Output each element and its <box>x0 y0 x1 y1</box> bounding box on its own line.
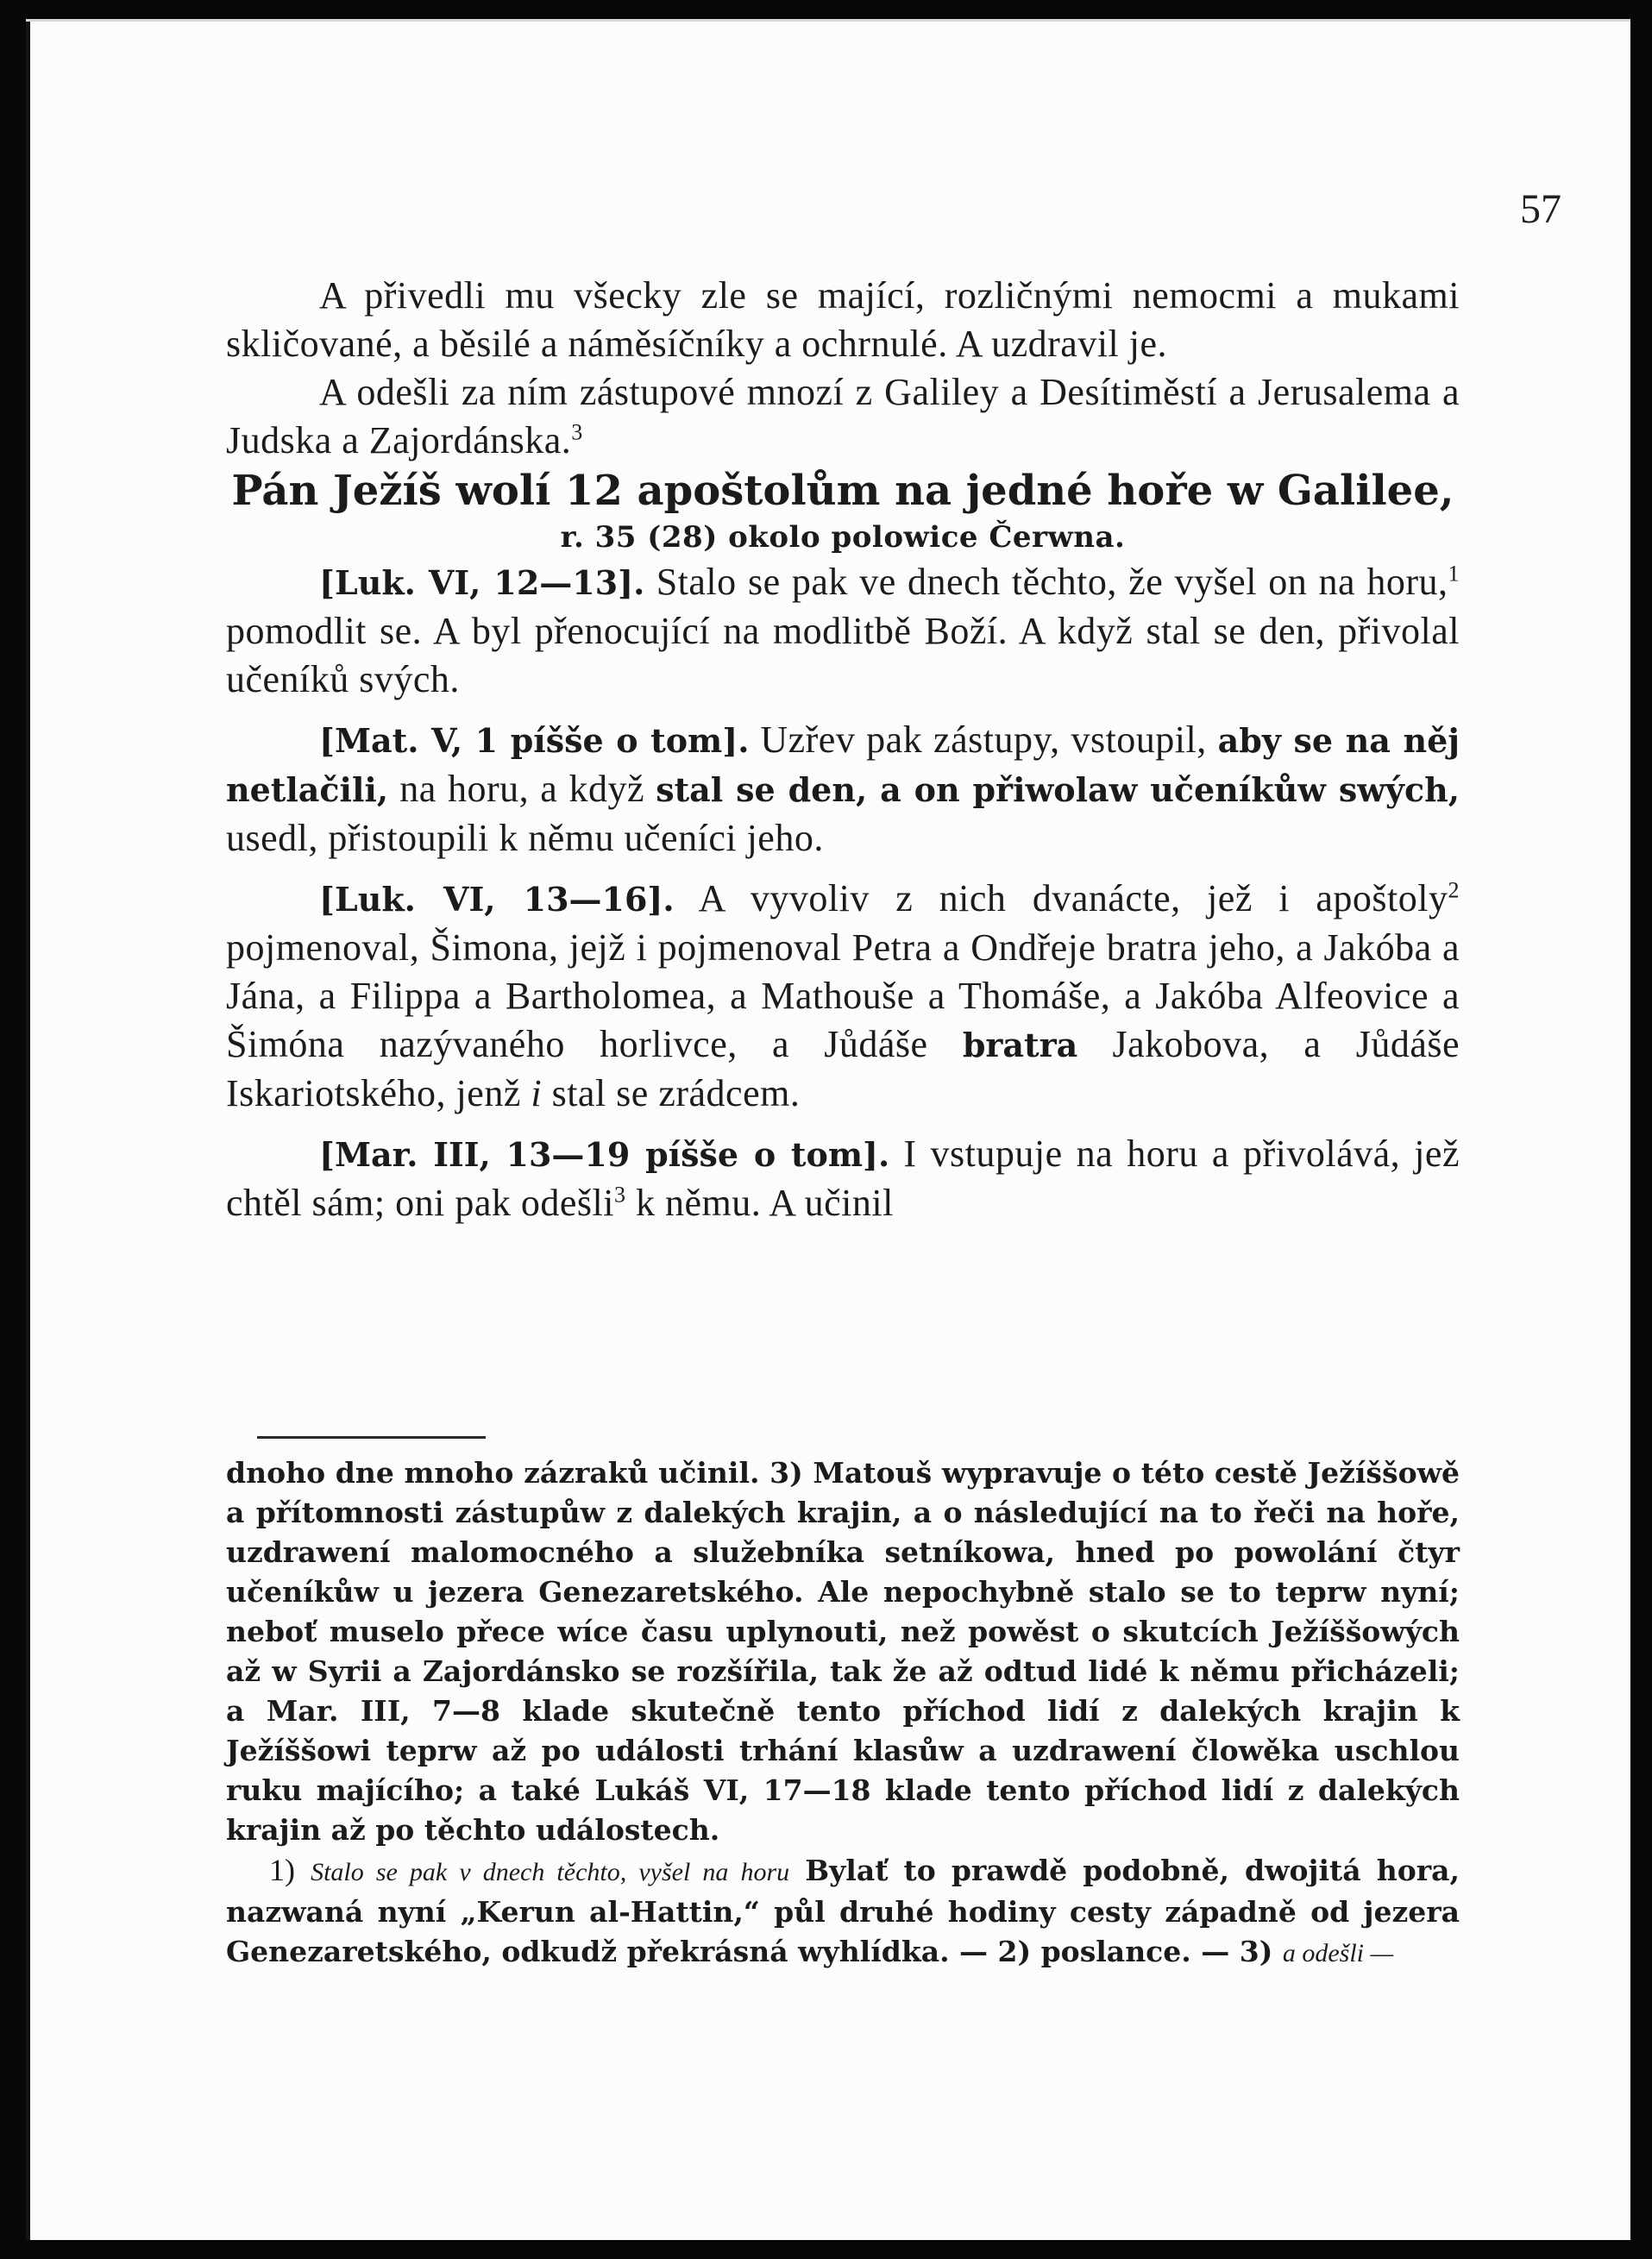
paragraph-luke-6-13: [Luk. VI, 13—16]. A vyvoliv z nich dvanácte, jež i apoštoly$^2$ pojmenoval, Šimona, jejž i pojmenoval Petra a Ondřeje bratra jeho, a Jakóba a Jána, a Filippa a Bartholomea, a Mathouše a Thomáše, a Jakóba Alfeovice a Šimóna nazývaného horlivce, a Jůdáše bratra Jakobova, a Jůdáše Iskariotského, jenž i stal se zrádcem. <box>226 877 1460 1114</box>
paragraph-matthew-5-1: [Mat. V, 1 píšše o tom]. Uzřev pak zástupy, vstoupil, aby se na něj netlačili, na horu, a když stal se den, a on přiwolaw učeníkůw swých, usedl, přistoupili k němu učeníci jeho. <box>226 718 1460 859</box>
footnote-ref-2: 2 <box>1448 877 1460 903</box>
main-text <box>226 272 1460 1227</box>
footnote-ref-1: 1 <box>1448 561 1460 587</box>
fraktur-insert: bratra <box>962 1026 1078 1064</box>
footnote-1: 1) Stalo se pak v dnech těchto, vyšel na horu Bylať to prawdě podobně, dwojitá hora, nazwaná nyní „Kerun al-Hattin,“ půl druhé hodiny cesty západně od jezera Genezaretského, odkudž překrásná wyhlídka. — 2) poslance. — 3) a odešli — <box>226 1853 1460 1968</box>
fraktur-insert: stal se den, a on přiwolaw učeníkůw swých, <box>656 770 1460 809</box>
section-heading: Pán Ježíš wolí 12 apoštolům na jedné hoře w Galilee, <box>231 467 1454 515</box>
footnotes <box>226 1453 1460 1973</box>
footnote-ref-3: 3 <box>571 419 583 445</box>
footnote-quote: a odešli — <box>1282 1939 1394 1967</box>
scripture-reference: [Mar. III, 13—19 píšše o tom]. <box>319 1135 890 1174</box>
paragraph-2: A odešli za ním zástupové mnozí z Galiley a Desítiměstí a Jerusalema a Judska a Zajordánska.$^3$ <box>226 371 1460 461</box>
scripture-reference: [Mat. V, 1 píšše o tom]. <box>319 721 750 760</box>
paragraph-mark-3-13: [Mar. III, 13—19 píšše o tom]. I vstupuje na horu a přivolává, jež chtěl sám; oni pak odešli$^3$ k němu. A učinil <box>226 1133 1460 1224</box>
binding-shadow <box>26 22 30 2240</box>
footnote-quote: Stalo se pak v dnech těchto, vyšel na horu <box>311 1858 790 1886</box>
page-number: 57 <box>1520 186 1561 232</box>
footnote-continuation: dnoho dne mnoho zázraků učinil. 3) Matouš wypravuje o této cestě Ježíššowě a přítomnosti zástupůw z dalekých krajin, a o následující na to řeči na hoře, uzdrawení malomocného a služebníka setníkowa, hned po powolání čtyr učeníkůw u jezera Genezaretského. Ale nepochybně stalo se to teprw nyní; neboť muselo přece wíce času uplynouti, než powěst o skutcích Ježíššowých až w Syrii a Zajordánsko se rozšířila, tak že až odtud lidé k němu přicházeli; a Mar. III, 7—8 klade skutečně tento příchod lidí z dalekých krajin k Ježíššowi teprw až po události trhání klasůw a uzdrawení člowěka uschlou ruku majícího; a také Lukáš VI, 17—18 klade tento příchod lidí z dalekých krajin až po těchto událostech. <box>226 1456 1460 1847</box>
italic-insert: i <box>531 1072 543 1114</box>
paragraph-luke-6-12: [Luk. VI, 12—13]. Stalo se pak ve dnech těchto, že vyšel on na horu,$^1$ pomodlit se. A byl přenocující na modlitbě Boží. A když stal se den, přivolal učeníků svých. <box>226 561 1460 700</box>
paragraph-1: A přivedli mu všecky zle se mající, rozličnými nemocmi a mukami skličované, a běsilé a náměsíčníky a ochrnulé. A uzdravil je. <box>226 274 1460 365</box>
book-page <box>26 19 1630 2240</box>
section-date: r. 35 (28) okolo polowice Čerwna. <box>560 520 1126 555</box>
scripture-reference: [Luk. VI, 13—16]. <box>319 880 675 919</box>
footnote-ref-3b: 3 <box>613 1182 626 1208</box>
fraktur-insert: aby se na něj netlačili, <box>226 721 1460 809</box>
scripture-reference: [Luk. VI, 12—13]. <box>319 563 645 602</box>
footnote-divider <box>257 1436 486 1439</box>
